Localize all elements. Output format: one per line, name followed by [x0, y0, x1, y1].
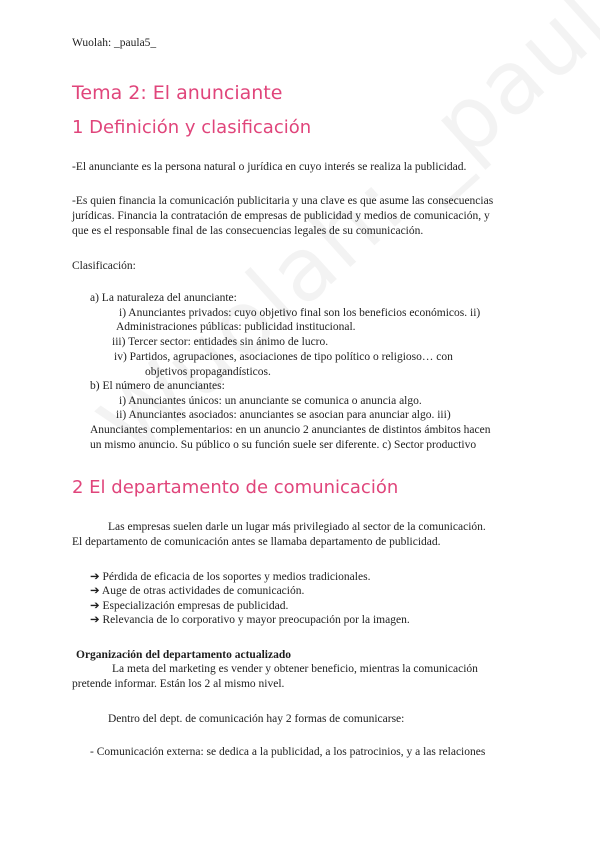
- section-1-heading: 1 Definición y clasificación: [72, 117, 312, 138]
- arrow-bullet-item: [90, 584, 304, 599]
- section-1-paragraph-1: -El anunciante es la persona natural o jurídica en cuyo interés se realiza la publicidad.: [72, 161, 467, 173]
- section-2-heading: 2 El departamento de comunicación: [72, 477, 399, 498]
- classification-list-line: un mismo anuncio. Su público o su función suele ser diferente. c) Sector productivo: [90, 439, 477, 451]
- arrow-bullet-item: [90, 613, 410, 628]
- classification-list-line: i) Anunciantes únicos: un anunciante se comunica o anuncia algo.: [119, 395, 422, 407]
- section-2-paragraph-3: Dentro del dept. de comunicación hay 2 formas de comunicarse:: [108, 713, 405, 725]
- section-2-paragraph-1-line: Las empresas suelen darle un lugar más privilegiado al sector de la comunicación.: [108, 521, 486, 533]
- arrow-right-icon: ➔: [90, 600, 100, 612]
- arrow-right-icon: ➔: [90, 585, 100, 597]
- section-2-paragraph-2-line: pretende informar. Están los 2 al mismo nivel.: [72, 678, 285, 690]
- document-title: Tema 2: El anunciante: [72, 82, 283, 104]
- classification-list-line: iv) Partidos, agrupaciones, asociaciones de tipo político o religioso… con: [114, 351, 453, 363]
- bullet-text: Relevancia de lo corporativo y mayor preocupación por la imagen.: [102, 614, 410, 626]
- bullet-text: Pérdida de eficacia de los soportes y medios tradicionales.: [102, 571, 371, 583]
- arrow-bullet-item: [90, 570, 370, 585]
- classification-list-line: b) El número de anunciantes:: [90, 380, 225, 392]
- paragraph-line: que es el responsable final de las consecuencias legales de su comunicación.: [72, 225, 424, 237]
- classification-list-line: Administraciones públicas: publicidad institucional.: [116, 321, 356, 333]
- section-2-subheading: Organización del departamento actualizado: [76, 649, 291, 661]
- section-2-paragraph-4: - Comunicación externa: se dedica a la publicidad, a los patrocinios, y a las relaciones: [90, 746, 486, 758]
- classification-list-line: ii) Anunciantes asociados: anunciantes se asocian para anunciar algo. iii): [116, 409, 451, 421]
- classification-list-line: iii) Tercer sector: entidades sin ánimo de lucro.: [112, 336, 329, 348]
- classification-list-line: i) Anunciantes privados: cuyo objetivo final son los beneficios económicos. ii): [119, 307, 481, 319]
- arrow-bullet-item: [90, 599, 288, 614]
- classification-list-line: objetivos propagandísticos.: [145, 366, 271, 378]
- classification-list-line: a) La naturaleza del anunciante:: [90, 292, 237, 304]
- clasificacion-label: Clasificación:: [72, 260, 136, 272]
- bullet-text: Especialización empresas de publicidad.: [102, 600, 289, 612]
- section-2-paragraph-1-line: El departamento de comunicación antes se llamaba departamento de publicidad.: [72, 536, 441, 548]
- section-1-paragraph-2: [72, 194, 493, 239]
- classification-list-line: Anunciantes complementarios: en un anuncio 2 anunciantes de distintos ámbitos hacen: [90, 424, 491, 436]
- arrow-right-icon: ➔: [90, 614, 100, 626]
- paragraph-line: jurídicas. Financia la contratación de empresas de publicidad y medios de comunicación, y: [72, 210, 490, 222]
- bullet-text: Auge de otras actividades de comunicación.: [101, 585, 305, 597]
- page-header: Wuolah: _paula5_: [72, 37, 157, 49]
- arrow-right-icon: ➔: [90, 571, 100, 583]
- paragraph-line: -Es quien financia la comunicación publicitaria y una clave es que asume las consecuencias: [72, 195, 494, 207]
- section-2-paragraph-2-line: La meta del marketing es vender y obtener beneficio, mientras la comunicación: [112, 663, 478, 675]
